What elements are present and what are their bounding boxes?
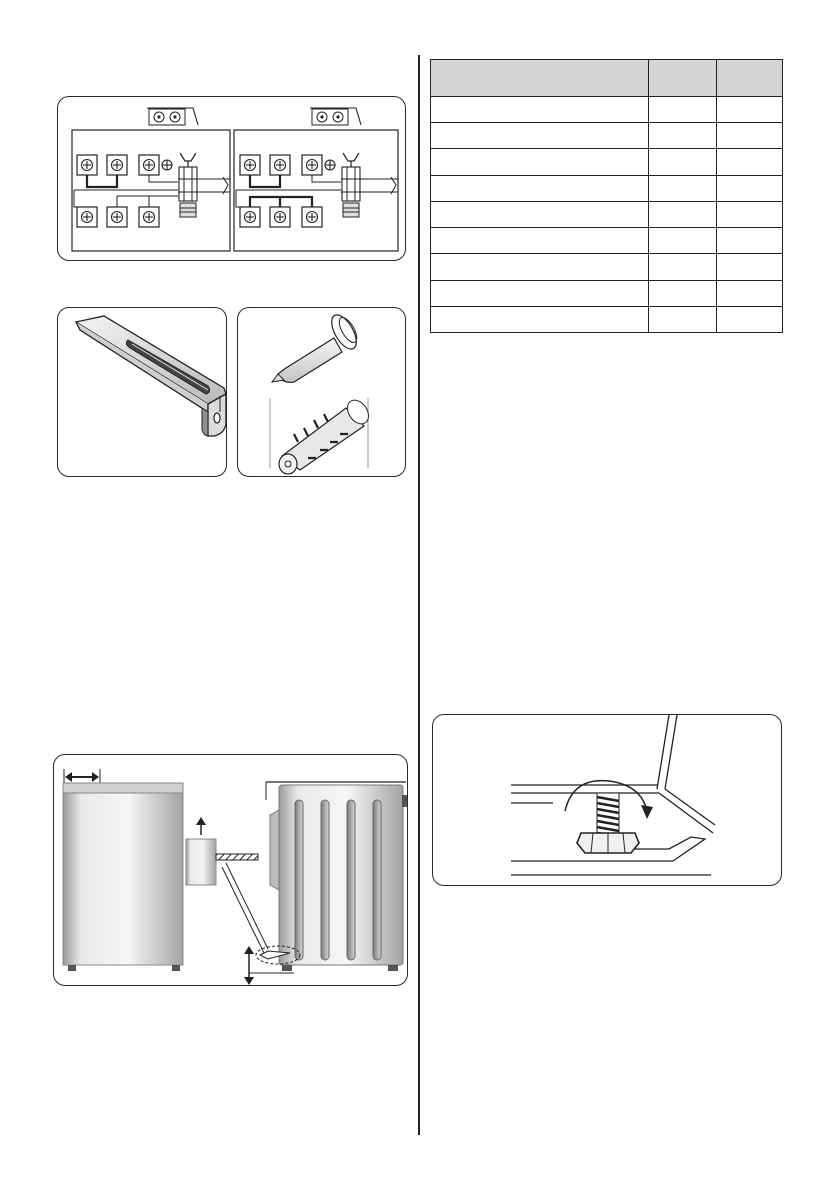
table-cell [649, 149, 717, 175]
table-cell [431, 201, 649, 227]
table-row [431, 175, 783, 201]
table-row [431, 254, 783, 280]
table-row [431, 201, 783, 227]
table-header-row [431, 60, 783, 97]
foot-screw [577, 793, 639, 853]
table-cell [431, 149, 649, 175]
installation-clearance-panel [53, 754, 408, 986]
table-cell [431, 228, 649, 254]
table-header-cell [717, 60, 783, 97]
table-cell [649, 280, 717, 306]
terminal-block-left [72, 108, 230, 251]
table-header-cell [431, 60, 649, 97]
table-header-cell [649, 60, 717, 97]
table-cell [717, 97, 783, 123]
screw [272, 311, 361, 382]
installation-clearance-illustration [54, 755, 409, 987]
adjustable-foot-panel [432, 714, 782, 886]
table-cell [717, 280, 783, 306]
adjustable-foot-illustration [433, 715, 783, 887]
bracket-panel [57, 307, 227, 477]
table-cell [649, 175, 717, 201]
table-cell [649, 123, 717, 149]
table-row [431, 306, 783, 332]
table-cell [717, 306, 783, 332]
table-cell [717, 149, 783, 175]
table-cell [431, 123, 649, 149]
table-row [431, 228, 783, 254]
table-cell [649, 228, 717, 254]
table-cell [431, 97, 649, 123]
wiring-diagram-panel [57, 96, 406, 261]
table-cell [431, 280, 649, 306]
table-cell [717, 175, 783, 201]
table-cell [431, 254, 649, 280]
table-cell [649, 201, 717, 227]
column-divider [418, 55, 420, 1135]
table-cell [649, 254, 717, 280]
table-row [431, 280, 783, 306]
screw-plug-panel [237, 307, 406, 477]
screw-and-wall-plug-illustration [238, 308, 407, 478]
table-cell [717, 123, 783, 149]
table-row [431, 149, 783, 175]
table-row [431, 97, 783, 123]
table-cell [431, 306, 649, 332]
terminal-block-right [234, 108, 398, 251]
table-cell [649, 306, 717, 332]
table-cell [717, 201, 783, 227]
table-cell [717, 228, 783, 254]
table-cell [717, 254, 783, 280]
table-row [431, 123, 783, 149]
wiring-diagram [58, 97, 407, 262]
mounting-bracket-illustration [58, 308, 228, 478]
specification-table [430, 59, 783, 333]
wall-plug [270, 396, 373, 474]
table-cell [431, 175, 649, 201]
table-cell [649, 97, 717, 123]
